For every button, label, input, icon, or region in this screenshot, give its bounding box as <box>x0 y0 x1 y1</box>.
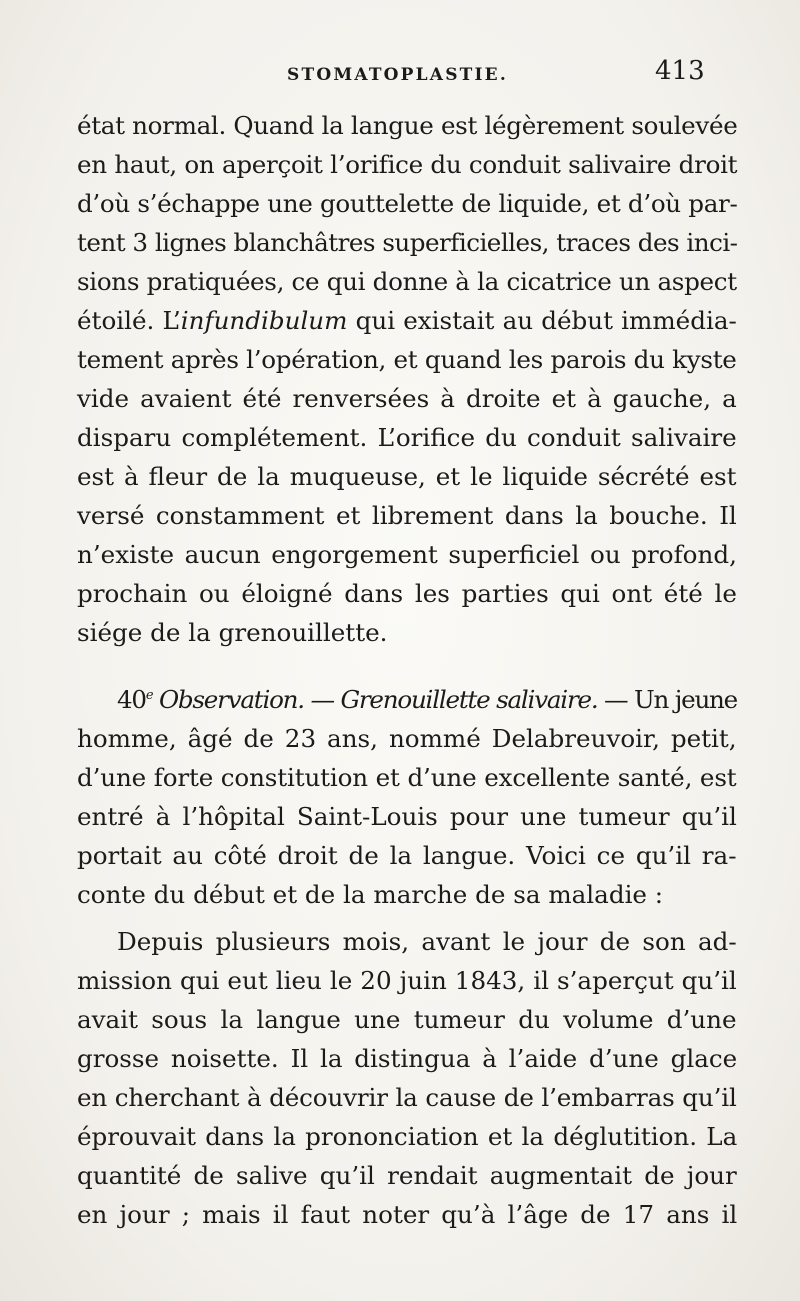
text-line: n’existe aucun engorgement superficiel ou profond, <box>77 540 737 569</box>
text-line: tent 3 lignes blanchâtres superficielles, traces des inci- <box>77 228 738 257</box>
text-line: disparu complétement. L’orifice du conduit salivaire <box>77 423 737 452</box>
text-line: vide avaient été renversées à droite et à gauche, a <box>77 384 737 413</box>
page-number: 413 <box>655 56 705 86</box>
text-line: éprouvait dans la prononciation et la déglutition. La <box>77 1122 738 1151</box>
text-line: versé constamment et librement dans la bouche. Il <box>77 501 737 530</box>
body-text <box>77 106 737 1234</box>
page-header <box>0 56 800 92</box>
text-fragment: qui existait au début immédia- <box>347 306 737 335</box>
text-line: grosse noisette. Il la distingua à l’aide d’une glace <box>77 1044 738 1073</box>
text-line: conte du début et de la marche de sa maladie : <box>77 880 664 909</box>
text-line: portait au côté droit de la langue. Voici ce qu’il ra- <box>77 841 737 870</box>
text-line: entré à l’hôpital Saint-Louis pour une tumeur qu’il <box>77 802 737 831</box>
narrative-paragraph <box>77 922 737 1234</box>
observation-number-suffix: e <box>145 687 153 703</box>
text-line: tement après l’opération, et quand les parois du kyste <box>77 345 737 374</box>
text-line: en cherchant à découvrir la cause de l’embarras qu’il <box>77 1083 737 1112</box>
text-line: Depuis plusieurs mois, avant le jour de son ad- <box>117 927 737 956</box>
running-title: STOMATOPLASTIE. <box>287 65 508 85</box>
text-line: en haut, on aperçoit l’orifice du conduit salivaire droit <box>77 150 738 179</box>
text-line: homme, âgé de 23 ans, nommé Delabreuvoir, petit, <box>77 724 737 753</box>
text-line: siége de la grenouillette. <box>77 618 388 647</box>
text-line: d’une forte constitution et d’une excellente santé, est <box>77 763 737 792</box>
paragraph-continuation <box>77 106 737 652</box>
paragraph-gap <box>77 652 737 680</box>
text-line: prochain ou éloigné dans les parties qui ont été le <box>77 579 737 608</box>
text-line: est à fleur de la muqueuse, et le liquide sécrété est <box>77 462 737 491</box>
observation-title: Observation. — Grenouillette salivaire. <box>152 685 598 714</box>
observation-paragraph <box>77 680 737 914</box>
text-line: état normal. Quand la langue est légèrement soulevée <box>77 111 738 140</box>
text-fragment: étoilé. L’ <box>77 306 181 335</box>
paragraph-gap <box>77 914 737 922</box>
text-line: en jour ; mais il faut noter qu’à l’âge de 17 ans il <box>77 1200 738 1229</box>
text-line: d’où s’échappe une gouttelette de liquide, et d’où par- <box>77 189 738 218</box>
text-line: sions pratiquées, ce qui donne à la cicatrice un aspect <box>77 267 737 296</box>
text-fragment: — Un jeune <box>597 685 738 714</box>
observation-heading <box>77 680 737 719</box>
observation-number: 40 <box>117 685 146 714</box>
text-line: quantité de salive qu’il rendait augmentait de jour <box>77 1161 737 1190</box>
text-line: mission qui eut lieu le 20 juin 1843, il s’aperçut qu’il <box>77 966 737 995</box>
text-line <box>77 301 737 340</box>
italic-term: infundibulum <box>180 306 348 335</box>
text-line: avait sous la langue une tumeur du volume d’une <box>77 1005 737 1034</box>
